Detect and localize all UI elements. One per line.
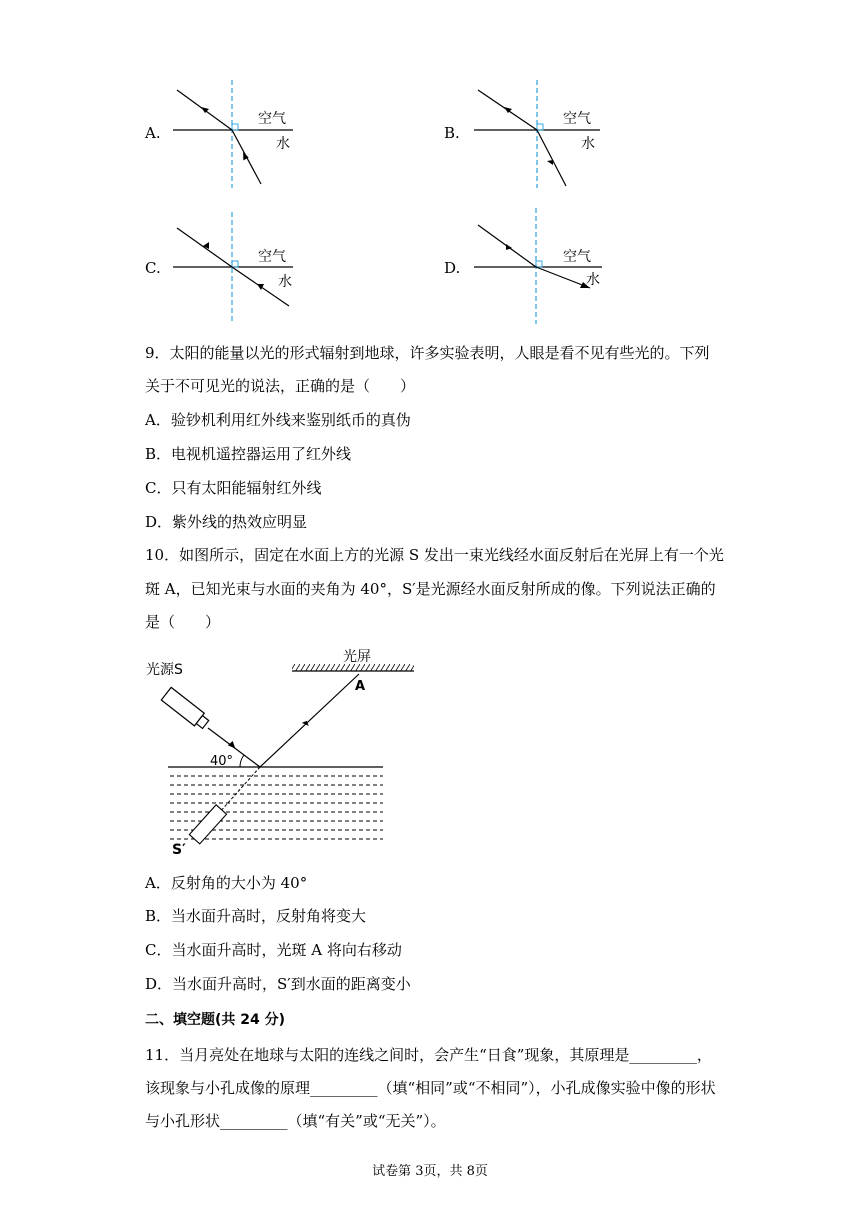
refraction-diagram-d <box>470 208 610 326</box>
right-angle-mark <box>537 124 543 130</box>
q9-option-d[interactable]: D．紫外线的热效应明显 <box>145 513 308 531</box>
air-label: 空气 <box>563 249 591 265</box>
right-angle-mark <box>232 261 238 267</box>
q9-stem-line2: 关于不可见光的说法，正确的是（ ） <box>145 377 416 395</box>
image-source-body <box>189 805 226 844</box>
water-label: 水 <box>581 136 595 152</box>
refraction-diagram-c <box>165 212 305 324</box>
arrow-icon <box>257 284 264 290</box>
angle-arc <box>240 755 244 767</box>
air-label: 空气 <box>258 111 286 127</box>
option-b-letter: B. <box>444 124 460 142</box>
q10-option-d[interactable]: D．当水面升高时，S′到水面的距离变小 <box>145 975 411 993</box>
source-label: 光源S <box>146 662 183 678</box>
right-angle-mark <box>536 261 542 267</box>
q9-option-c[interactable]: C．只有太阳能辐射红外线 <box>145 479 322 497</box>
water-label: 水 <box>278 274 292 290</box>
image-label: S′ <box>172 842 186 858</box>
water-label: 水 <box>276 136 290 152</box>
q10-option-c[interactable]: C．当水面升高时，光斑 A 将向右移动 <box>145 941 402 959</box>
air-label: 空气 <box>563 111 591 127</box>
arrow-icon <box>547 160 553 165</box>
q9-option-b[interactable]: B．电视机遥控器运用了红外线 <box>145 445 352 463</box>
q10-stem-line2: 斑 A，已知光束与水面的夹角为 40°，S′是光源经水面反射所成的像。下列说法正确的 <box>145 580 716 598</box>
reflection-diagram <box>140 648 430 858</box>
q10-option-a[interactable]: A．反射角的大小为 40° <box>145 874 308 892</box>
water-ray <box>537 130 566 186</box>
q10-stem-line1: 10．如图所示，固定在水面上方的光源 S 发出一束光线经水面反射后在光屏上有一个光 <box>145 546 724 564</box>
q11-line2: 该现象与小孔成像的原理_________（填“相同”或“不相同”），小孔成像实验中像的形状 <box>145 1079 716 1097</box>
page-footer: 试卷第 3页，共 8页 <box>372 1164 488 1179</box>
water-label: 水 <box>586 272 600 288</box>
q9-option-a[interactable]: A．验钞机利用红外线来鉴别纸币的真伪 <box>145 411 411 429</box>
spot-label: A <box>355 679 366 694</box>
air-label: 空气 <box>258 249 286 265</box>
arrow-icon <box>228 740 237 748</box>
option-a-letter: A. <box>145 124 161 142</box>
screen-label: 光屏 <box>343 649 371 665</box>
angle-label: 40° <box>210 754 234 769</box>
reflected-ray <box>260 674 359 767</box>
section-title: 二、填空题(共 24 分) <box>145 1012 286 1028</box>
q11-line1: 11．当月亮处在地球与太阳的连线之间时，会产生“日食”现象，其原理是_________， <box>145 1046 712 1064</box>
q9-stem-line1: 9．太阳的能量以光的形式辐射到地球，许多实验表明，人眼是看不见有些光的。下列 <box>145 344 710 362</box>
air-ray <box>177 228 232 267</box>
q11-line3: 与小孔形状_________（填“有关”或“无关”）。 <box>145 1112 446 1130</box>
refraction-diagram-b <box>470 80 610 190</box>
light-source-body <box>161 687 210 730</box>
option-c-letter: C. <box>145 259 161 277</box>
option-d-letter: D. <box>444 259 461 277</box>
right-angle-mark <box>232 124 238 130</box>
q10-stem-line3: 是（ ） <box>145 613 221 631</box>
q10-option-b[interactable]: B．当水面升高时，反射角将变大 <box>145 907 367 925</box>
screen-hatch <box>292 664 414 671</box>
refraction-diagram-a <box>165 80 305 190</box>
